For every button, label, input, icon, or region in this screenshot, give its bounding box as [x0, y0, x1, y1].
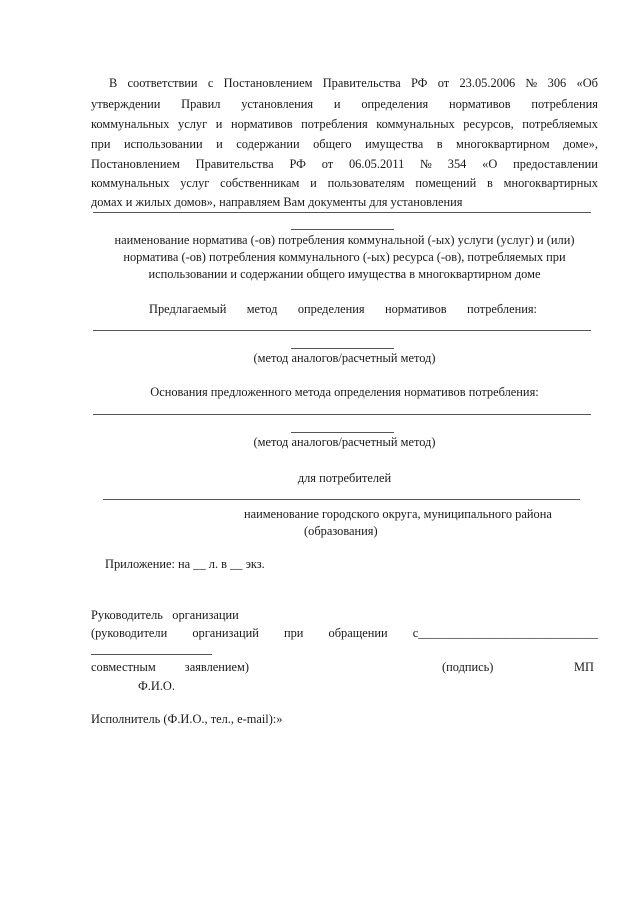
- intro-word: и: [310, 176, 317, 190]
- signature-word: при: [283, 626, 304, 640]
- joint-statement-line: [91, 660, 249, 675]
- intro-word: коммунальных: [91, 117, 170, 131]
- intro-word: при: [91, 137, 111, 151]
- intro-word: РФ: [411, 76, 428, 90]
- intro-word: многоквартирных: [503, 176, 598, 190]
- grounds-underline[interactable]: [93, 414, 591, 415]
- intro-word: РФ: [289, 157, 306, 171]
- intro-word: Правил: [181, 97, 221, 111]
- intro-word: утверждении: [91, 97, 161, 111]
- consumers-underline[interactable]: [103, 499, 580, 500]
- intro-line-6: [91, 176, 598, 191]
- consumers-caption-line-1: наименование городского округа, муниципального района: [244, 507, 552, 521]
- intro-word: «Об: [576, 76, 598, 90]
- intro-word: имущества: [365, 137, 424, 151]
- signature-word: совместным: [91, 660, 156, 674]
- label-word: определения: [297, 302, 365, 316]
- signature-word: организаций: [192, 626, 259, 640]
- intro-word: доме»,: [563, 137, 598, 151]
- signature-word: обращении: [328, 626, 388, 640]
- intro-word: потребляемых: [522, 117, 598, 131]
- intro-word: Правительства: [322, 76, 401, 90]
- standard-name-short-line: [291, 229, 394, 230]
- intro-word: от: [437, 76, 450, 90]
- intro-word: коммунальных: [376, 117, 455, 131]
- proposed-method-short-line: [291, 348, 394, 349]
- intro-word: Постановлением: [91, 157, 180, 171]
- intro-word: и: [216, 137, 223, 151]
- intro-word: услуг: [180, 176, 210, 190]
- intro-word: от: [321, 157, 334, 171]
- label-word: Предлагаемый: [149, 302, 227, 316]
- attachment-line: Приложение: на __ л. в __ экз.: [105, 557, 265, 571]
- intro-word: №: [525, 76, 538, 90]
- grounds-label: Основания предложенного метода определения нормативов потребления:: [150, 385, 539, 399]
- intro-word: в: [436, 137, 443, 151]
- intro-word: содержании: [236, 137, 300, 151]
- intro-word: потребления: [301, 117, 368, 131]
- head-of-organizations-line: [91, 626, 598, 641]
- intro-word: использовании: [123, 137, 203, 151]
- label-word: потребления:: [466, 302, 537, 316]
- signature-short-line[interactable]: [91, 654, 212, 655]
- intro-word: 06.05.2011: [348, 157, 405, 171]
- head-of-organization-label: Руководитель организации: [91, 608, 239, 622]
- signature-label: (подпись): [442, 660, 494, 674]
- intro-word: в: [487, 176, 493, 190]
- intro-word: Правительства: [195, 157, 274, 171]
- intro-line-3: [91, 117, 598, 132]
- intro-word: Постановлением: [223, 76, 313, 90]
- proposed-method-underline[interactable]: [93, 330, 591, 331]
- intro-word: услуг: [178, 117, 208, 131]
- signature-word: (руководители: [91, 626, 168, 640]
- signature-word: заявлением): [184, 660, 249, 674]
- executor-line: Исполнитель (Ф.И.О., тел., e-mail):»: [91, 712, 283, 726]
- intro-line-1: [109, 76, 598, 91]
- standard-caption-line-2: норматива (-ов) потребления коммунального (-ых) ресурса (-ов), потребляемых при: [123, 250, 566, 264]
- label-word: нормативов: [384, 302, 447, 316]
- intro-word: соответствии: [127, 76, 198, 90]
- signature-underline-field[interactable]: с_____________________________: [412, 626, 598, 640]
- intro-word: ресурсов,: [463, 117, 514, 131]
- standard-name-underline[interactable]: [93, 212, 591, 213]
- intro-word: потребления: [531, 97, 598, 111]
- intro-word: «О: [482, 157, 498, 171]
- intro-line-7: домах и жилых домов», направляем Вам документы для установления: [91, 195, 463, 209]
- intro-word: с: [207, 76, 214, 90]
- consumers-label: для потребителей: [297, 471, 392, 485]
- proposed-method-caption: (метод аналогов/расчетный метод): [253, 351, 436, 365]
- intro-line-2: [91, 97, 598, 112]
- consumers-caption-line-2: (образования): [304, 524, 378, 538]
- intro-word: предоставлении: [513, 157, 598, 171]
- intro-word: 23.05.2006: [459, 76, 516, 90]
- intro-word: пользователям: [327, 176, 405, 190]
- intro-word: многоквартирном: [456, 137, 550, 151]
- grounds-caption: (метод аналогов/расчетный метод): [253, 435, 436, 449]
- standard-caption-line-1: наименование норматива (-ов) потребления коммунальной (-ых) услуги (услуг) и (или): [114, 233, 575, 247]
- intro-word: и: [333, 97, 341, 111]
- intro-word: В: [109, 76, 118, 90]
- intro-word: 354: [447, 157, 467, 171]
- intro-line-5: [91, 157, 598, 172]
- grounds-short-line: [291, 432, 394, 433]
- intro-word: собственникам: [220, 176, 300, 190]
- intro-word: нормативов: [230, 117, 293, 131]
- intro-line-4: [91, 137, 598, 152]
- intro-word: помещений: [415, 176, 477, 190]
- full-name-label: Ф.И.О.: [138, 679, 175, 693]
- intro-word: коммунальных: [91, 176, 170, 190]
- intro-word: и: [215, 117, 223, 131]
- intro-word: установления: [241, 97, 314, 111]
- intro-word: определения: [361, 97, 429, 111]
- proposed-method-label: [149, 302, 537, 317]
- label-word: метод: [246, 302, 278, 316]
- intro-word: нормативов: [448, 97, 511, 111]
- intro-word: общего: [313, 137, 352, 151]
- standard-caption-line-3: использовании и содержании общего имущества в многоквартирном доме: [148, 267, 541, 281]
- stamp-label: МП: [574, 660, 594, 674]
- intro-word: 306: [547, 76, 567, 90]
- intro-word: №: [420, 157, 432, 171]
